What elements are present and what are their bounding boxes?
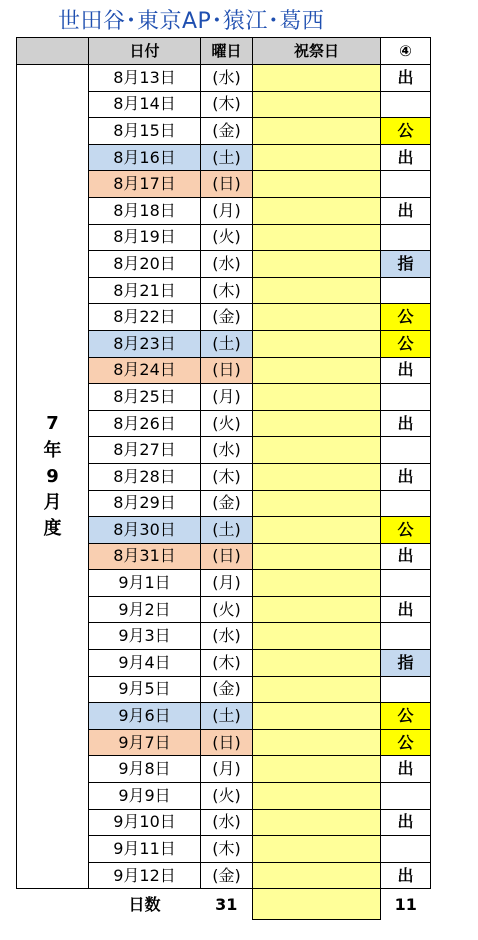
weekday-cell: (火) bbox=[201, 224, 253, 251]
weekday-cell: (水) bbox=[201, 251, 253, 278]
date-cell: 9月1日 bbox=[89, 570, 201, 597]
weekday-cell: (水) bbox=[201, 809, 253, 836]
date-cell: 9月2日 bbox=[89, 596, 201, 623]
header-weekday: 曜日 bbox=[201, 38, 253, 65]
weekday-cell: (木) bbox=[201, 277, 253, 304]
shift-code-cell: 公 bbox=[381, 517, 431, 544]
holiday-cell bbox=[253, 171, 381, 198]
schedule-table bbox=[16, 37, 431, 920]
holiday-cell bbox=[253, 676, 381, 703]
header-holiday: 祝祭日 bbox=[253, 38, 381, 65]
holiday-cell bbox=[253, 251, 381, 278]
date-cell: 8月19日 bbox=[89, 224, 201, 251]
holiday-cell bbox=[253, 304, 381, 331]
date-cell: 8月24日 bbox=[89, 357, 201, 384]
weekday-cell: (土) bbox=[201, 330, 253, 357]
shift-code-cell bbox=[381, 91, 431, 118]
date-cell: 9月11日 bbox=[89, 836, 201, 863]
holiday-cell bbox=[253, 809, 381, 836]
shift-code-cell: 公 bbox=[381, 330, 431, 357]
holiday-cell bbox=[253, 517, 381, 544]
date-cell: 8月31日 bbox=[89, 543, 201, 570]
weekday-cell: (月) bbox=[201, 384, 253, 411]
shift-code-cell bbox=[381, 783, 431, 810]
shift-code-cell bbox=[381, 277, 431, 304]
holiday-cell bbox=[253, 756, 381, 783]
holiday-cell bbox=[253, 277, 381, 304]
holiday-cell bbox=[253, 91, 381, 118]
holiday-cell bbox=[253, 357, 381, 384]
date-cell: 9月4日 bbox=[89, 650, 201, 677]
footer-days: 31 bbox=[201, 889, 253, 920]
weekday-cell: (金) bbox=[201, 676, 253, 703]
date-cell: 8月15日 bbox=[89, 118, 201, 145]
date-cell: 8月18日 bbox=[89, 197, 201, 224]
date-cell: 9月12日 bbox=[89, 862, 201, 889]
footer-col4-total: 11 bbox=[381, 889, 431, 920]
holiday-cell bbox=[253, 224, 381, 251]
holiday-cell bbox=[253, 197, 381, 224]
date-cell: 8月14日 bbox=[89, 91, 201, 118]
holiday-cell bbox=[253, 703, 381, 730]
shift-code-cell: 出 bbox=[381, 65, 431, 92]
fiscal-year-char: 年 bbox=[43, 439, 62, 461]
page-title: 世田谷･東京AP･猿江･葛西 bbox=[58, 9, 325, 34]
holiday-cell bbox=[253, 596, 381, 623]
date-cell: 8月16日 bbox=[89, 144, 201, 171]
weekday-cell: (木) bbox=[201, 463, 253, 490]
holiday-cell bbox=[253, 490, 381, 517]
shift-code-cell: 出 bbox=[381, 596, 431, 623]
footer-label: 日数 bbox=[89, 889, 201, 920]
date-cell: 9月10日 bbox=[89, 809, 201, 836]
holiday-cell bbox=[253, 783, 381, 810]
footer-row bbox=[17, 889, 431, 920]
shift-code-cell: 出 bbox=[381, 756, 431, 783]
weekday-cell: (月) bbox=[201, 756, 253, 783]
weekday-cell: (火) bbox=[201, 783, 253, 810]
holiday-cell bbox=[253, 570, 381, 597]
holiday-cell bbox=[253, 144, 381, 171]
weekday-cell: (火) bbox=[201, 410, 253, 437]
shift-code-cell: 公 bbox=[381, 703, 431, 730]
header-date: 日付 bbox=[89, 38, 201, 65]
date-cell: 8月28日 bbox=[89, 463, 201, 490]
date-cell: 8月13日 bbox=[89, 65, 201, 92]
date-cell: 9月9日 bbox=[89, 783, 201, 810]
holiday-cell bbox=[253, 543, 381, 570]
weekday-cell: (土) bbox=[201, 517, 253, 544]
date-cell: 8月26日 bbox=[89, 410, 201, 437]
date-cell: 8月22日 bbox=[89, 304, 201, 331]
shift-code-cell: 出 bbox=[381, 357, 431, 384]
date-cell: 8月29日 bbox=[89, 490, 201, 517]
shift-code-cell: 公 bbox=[381, 304, 431, 331]
date-cell: 9月5日 bbox=[89, 676, 201, 703]
date-cell: 8月20日 bbox=[89, 251, 201, 278]
weekday-cell: (日) bbox=[201, 357, 253, 384]
weekday-cell: (金) bbox=[201, 862, 253, 889]
date-cell: 8月21日 bbox=[89, 277, 201, 304]
weekday-cell: (金) bbox=[201, 304, 253, 331]
fiscal-year-label bbox=[17, 65, 89, 889]
shift-code-cell: 公 bbox=[381, 729, 431, 756]
date-cell: 8月30日 bbox=[89, 517, 201, 544]
holiday-cell bbox=[253, 650, 381, 677]
shift-code-cell: 公 bbox=[381, 118, 431, 145]
shift-code-cell bbox=[381, 171, 431, 198]
date-cell: 9月8日 bbox=[89, 756, 201, 783]
holiday-cell bbox=[253, 836, 381, 863]
table-row bbox=[17, 65, 431, 92]
shift-code-cell: 出 bbox=[381, 862, 431, 889]
weekday-cell: (土) bbox=[201, 144, 253, 171]
holiday-cell bbox=[253, 384, 381, 411]
fiscal-year-char: 度 bbox=[43, 517, 62, 539]
fiscal-year-char: 9 bbox=[46, 465, 59, 487]
shift-code-cell: 出 bbox=[381, 463, 431, 490]
date-cell: 8月17日 bbox=[89, 171, 201, 198]
weekday-cell: (月) bbox=[201, 570, 253, 597]
weekday-cell: (木) bbox=[201, 91, 253, 118]
shift-code-cell: 出 bbox=[381, 144, 431, 171]
holiday-cell bbox=[253, 862, 381, 889]
shift-code-cell: 出 bbox=[381, 543, 431, 570]
weekday-cell: (金) bbox=[201, 490, 253, 517]
date-cell: 9月7日 bbox=[89, 729, 201, 756]
header-blank bbox=[17, 38, 89, 65]
shift-code-cell bbox=[381, 676, 431, 703]
weekday-cell: (木) bbox=[201, 836, 253, 863]
shift-code-cell bbox=[381, 224, 431, 251]
holiday-cell bbox=[253, 729, 381, 756]
date-cell: 9月6日 bbox=[89, 703, 201, 730]
weekday-cell: (月) bbox=[201, 197, 253, 224]
weekday-cell: (日) bbox=[201, 171, 253, 198]
shift-code-cell bbox=[381, 836, 431, 863]
weekday-cell: (木) bbox=[201, 650, 253, 677]
shift-code-cell bbox=[381, 384, 431, 411]
weekday-cell: (金) bbox=[201, 118, 253, 145]
date-cell: 9月3日 bbox=[89, 623, 201, 650]
fiscal-year-char: 月 bbox=[43, 491, 62, 513]
header-row bbox=[17, 38, 431, 65]
weekday-cell: (日) bbox=[201, 543, 253, 570]
weekday-cell: (水) bbox=[201, 623, 253, 650]
date-cell: 8月23日 bbox=[89, 330, 201, 357]
footer-blank bbox=[17, 889, 89, 920]
weekday-cell: (水) bbox=[201, 65, 253, 92]
holiday-cell bbox=[253, 118, 381, 145]
holiday-cell bbox=[253, 330, 381, 357]
shift-code-cell: 出 bbox=[381, 197, 431, 224]
date-cell: 8月25日 bbox=[89, 384, 201, 411]
fiscal-year-char: 7 bbox=[46, 413, 59, 435]
shift-code-cell bbox=[381, 623, 431, 650]
weekday-cell: (日) bbox=[201, 729, 253, 756]
shift-code-cell: 指 bbox=[381, 650, 431, 677]
weekday-cell: (水) bbox=[201, 437, 253, 464]
weekday-cell: (火) bbox=[201, 596, 253, 623]
holiday-cell bbox=[253, 65, 381, 92]
shift-code-cell bbox=[381, 570, 431, 597]
shift-code-cell bbox=[381, 490, 431, 517]
shift-code-cell: 指 bbox=[381, 251, 431, 278]
shift-code-cell: 出 bbox=[381, 809, 431, 836]
date-cell: 8月27日 bbox=[89, 437, 201, 464]
holiday-cell bbox=[253, 410, 381, 437]
shift-code-cell bbox=[381, 437, 431, 464]
header-col4: ④ bbox=[381, 38, 431, 65]
footer-holiday bbox=[253, 889, 381, 920]
holiday-cell bbox=[253, 623, 381, 650]
weekday-cell: (土) bbox=[201, 703, 253, 730]
holiday-cell bbox=[253, 463, 381, 490]
holiday-cell bbox=[253, 437, 381, 464]
shift-code-cell: 出 bbox=[381, 410, 431, 437]
